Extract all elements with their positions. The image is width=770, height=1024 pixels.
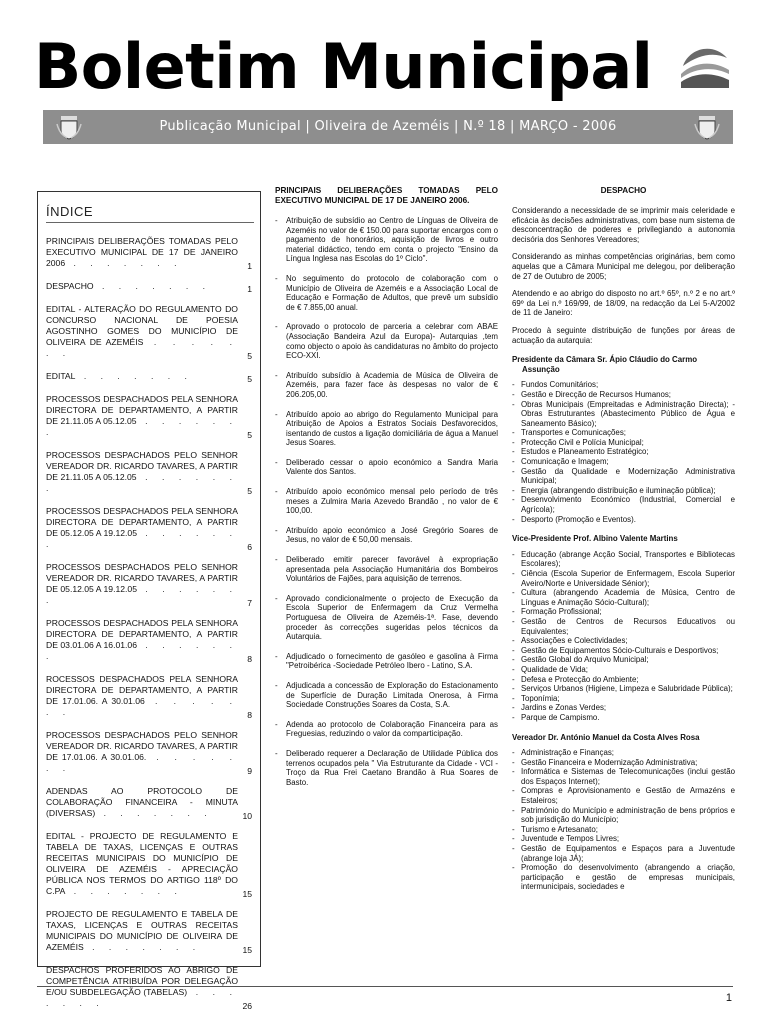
index-entry (46, 965, 252, 1009)
responsibility-item: - Juventude e Tempos Livres; (512, 834, 735, 844)
deliberation-item: - Deliberado cessar o apoio económico a Sandra Maria Valente dos Santos. (275, 458, 498, 477)
responsibility-item: - Gestão de Equipamentos e Espaços para a Juventude (abrange loja JÁ); (512, 844, 735, 863)
responsibility-item: - Gestão Global do Arquivo Municipal; (512, 655, 735, 665)
responsibility-item: - Desporto (Promoção e Eventos). (512, 515, 735, 525)
index-entry-leader: . . . . . . . (46, 416, 238, 437)
official-heading (512, 733, 735, 743)
index-entry-page: 15 (242, 945, 252, 955)
municipal-logo-icon (679, 44, 731, 90)
index-entry-text: EDITAL - PROJECTO DE REGULAMENTO E TABELA DE TAXAS, LICENÇAS E OUTRAS RECEITAS MUNICIPAIS DO MUNICÍPIO DE OLIVEIRA DE AZEMÉIS - APRECIAÇÃO PÚBLICA NOS TERMOS DO ARTIGO 118º DO C.PA (46, 831, 238, 896)
responsibility-item: - Protecção Civil e Polícia Municipal; (512, 438, 735, 448)
responsibility-item: - Gestão da Qualidade e Modernização Administrativa Municipal; (512, 467, 735, 486)
index-entry-text: PROCESSOS DESPACHADOS PELO SENHOR VEREADOR DR. RICARDO TAVARES, A PARTIR DE 21.11.05 A 05.12.05 (46, 450, 238, 482)
deliberation-item: - Adjudicada a concessão de Exploração do Estacionamento de Superfície de Duração Limitada Onerosa, à Firma Sociedade Construções Soares da Costa, S.A. (275, 681, 498, 710)
index-entry-page: 5 (247, 486, 252, 496)
index-entry-leader: . . . . . . . (46, 987, 239, 1008)
responsibility-list (512, 748, 735, 892)
responsibility-item: - Compras e Aprovisionamento e Gestão de Armazéns e Estaleiros; (512, 786, 735, 805)
responsibility-item: - Fundos Comunitários; (512, 380, 735, 390)
masthead-title: Boletim Municipal (34, 30, 653, 103)
index-entry (46, 786, 252, 819)
deliberation-item: - Atribuído apoio económico a José Gregório Soares de Jesus, no valor de € 50,00 mensais. (275, 526, 498, 545)
deliberation-item: - Aprovado condicionalmente o projecto de Execução da Escola Superior de Enfermagem da Cruz Vermelha Portuguesa de Oliveira de Azeméis-1ª. Fase, devendo proceder às correcções sugeridas pelos técnicos da Autarquia. (275, 594, 498, 642)
coat-of-arms-icon (693, 114, 721, 140)
despacho-paragraph: Atendendo e ao abrigo do disposto no art.º 65º, n.º 2 e no art.º 69º da Lei n.º 169/99, de 18/09, na redacção da Lei 5-A/2002 de 11 de Janeiro: (512, 289, 735, 318)
responsibility-item: - Cultura (abrangendo Academia de Música, Centro de Línguas e Animação Sócio-Cultural); (512, 588, 735, 607)
index-entry (46, 371, 252, 382)
despacho-title: DESPACHO (600, 186, 647, 195)
index-entry-leader: . . . . . . . (46, 752, 238, 773)
deliberation-item: - Atribuição de subsídio ao Centro de Línguas de Oliveira de Azeméis no valor de € 150.00 para suportar encargos com o pagamento de honorários, aquisição de livros e outro material didáctico, tendo em conta o projecto "Ensino da Língua Inglesa nas Escolas do 1º Ciclo". (275, 216, 498, 264)
index-entry-text: ADENDAS AO PROTOCOLO DE COLABORAÇÃO FINANCEIRA - MINUTA (DIVERSAS) (46, 786, 238, 818)
deliberations-column (275, 186, 498, 797)
responsibility-item: - Parque de Campismo. (512, 713, 735, 723)
index-entry-text: DESPACHO (46, 281, 94, 291)
official-name-cont: Assunção (522, 364, 560, 374)
index-entry-page: 9 (247, 766, 252, 776)
official-name: Vereador Dr. António Manuel da Costa Alves Rosa (512, 732, 700, 742)
index-entry (46, 909, 252, 953)
table-of-contents (37, 191, 261, 1011)
responsibility-item: - Toponímia; (512, 694, 735, 704)
index-entry (46, 618, 252, 662)
index-entry-page: 8 (247, 710, 252, 720)
despacho-paragraphs (512, 206, 735, 345)
index-entry-text: PROCESSOS DESPACHADOS PELA SENHORA DIRECTORA DE DEPARTAMENTO, A PARTIR DE 03.01.06 A 16.01.06 (46, 618, 238, 650)
deliberation-item: - Adjudicado o fornecimento de gasóleo e gasolina à Firma "Petroibérica -Sociedade Petróleo Ibero - Latino, S.A. (275, 652, 498, 671)
index-entry-page: 5 (247, 374, 252, 384)
deliberations-title: PRINCIPAIS DELIBERAÇÕES TOMADAS PELO EXECUTIVO MUNICIPAL DE 17 DE JANEIRO 2006. (275, 186, 498, 205)
despacho-paragraph: Procedo à seguinte distribuição de funções por áreas de actuação da autarquia: (512, 325, 735, 345)
index-entry-leader: . . . . . . . (46, 696, 238, 717)
index-entry (46, 304, 252, 359)
responsibility-item: - Gestão de Centros de Recursos Educativos ou Equivalentes; (512, 617, 735, 636)
responsibility-item: - Associações e Colectividades; (512, 636, 735, 646)
index-entry (46, 281, 252, 292)
index-entry-page: 26 (242, 1001, 252, 1011)
responsibility-item: - Desenvolvimento Económico (Industrial, Comercial e Agrícola); (512, 495, 735, 514)
responsibility-item: - Informática e Sistemas de Telecomunicações (inclui gestão dos Espaços Internet); (512, 767, 735, 786)
responsibility-item: - Estudos e Planeamento Estratégico; (512, 447, 735, 457)
index-entry-text: PRINCIPAIS DELIBERAÇÕES TOMADAS PELO EXECUTIVO MUNICIPAL DE 17 DE JANEIRO 2006 (46, 236, 238, 268)
index-entry-page: 8 (247, 654, 252, 664)
deliberation-item: - No seguimento do protocolo de colaboração com o Município de Oliveira de Azeméis e a Associação Local de Educação e Formação de Adultos, que prevê um subsídio de € 7.855,00 anual. (275, 274, 498, 312)
responsibility-list (512, 380, 735, 524)
index-entry (46, 562, 252, 606)
index-entry-leader: . . . . . . . (46, 337, 238, 358)
despacho-groups (512, 355, 735, 892)
index-entry-page: 10 (242, 811, 252, 821)
index-entry-leader: . . . . . . . (65, 886, 183, 896)
index-entry-leader: . . . . . . . (46, 584, 239, 605)
deliberations-list (275, 216, 498, 787)
index-entry (46, 236, 252, 269)
index-entry-leader: . . . . . . . (46, 528, 239, 549)
footer-divider (37, 986, 733, 987)
deliberation-item: - Deliberado emitir parecer favorável à expropriação apresentada pela Associação Humanitária dos Bombeiros Voluntários de Fajões, para aquisição de terrenos. (275, 555, 498, 584)
deliberation-item: - Adenda ao protocolo de Colaboração Financeira para as Freguesias, reduzindo o valor da comparticipação. (275, 720, 498, 739)
index-entry-leader: . . . . . . . (75, 371, 193, 381)
deliberation-item: - Atribuído subsídio à Academia de Música de Oliveira de Azeméis, para fazer face às despesas no valor de € 206.205,00. (275, 371, 498, 400)
deliberation-item: - Atribuído apoio económico mensal pelo período de três meses a Zulmira Maria Azevedo Brandão , no valor de € 100,00. (275, 487, 498, 516)
responsibility-item: - Comunicação e Imagem; (512, 457, 735, 467)
responsibility-item: - Gestão e Direcção de Recursos Humanos; (512, 390, 735, 400)
banner-text: Publicação Municipal | Oliveira de Azeméis | N.º 18 | MARÇO - 2006 (159, 119, 617, 134)
official-name: Vice-Presidente Prof. Albino Valente Martins (512, 534, 678, 544)
index-entry (46, 831, 252, 897)
responsibility-item: - Jardins e Zonas Verdes; (512, 703, 735, 713)
official-heading (512, 534, 735, 544)
index-entry-leader: . . . . . . . (95, 808, 213, 818)
index-entry-text: ROCESSOS DESPACHADOS PELA SENHORA DIRECTORA DE DEPARTAMENTO, A PARTIR DE 17.01.06. A 30.01.06 (46, 674, 238, 706)
index-entry-text: PROCESSOS DESPACHADOS PELA SENHORA DIRECTORA DE DEPARTAMENTO, A PARTIR DE 05.12.05 A 19.12.05 (46, 506, 238, 538)
despacho-column (512, 186, 735, 896)
deliberation-item: - Aprovado o protocolo de parceria a celebrar com ABAE (Associação Bandeira Azul da Europa)- Autarquias ,tem como objecto o apoio às candidaturas no âmbito do projecto ECO-XXI. (275, 322, 498, 360)
despacho-paragraph: Considerando a necessidade de se imprimir mais celeridade e eficácia às decisões administrativas, com base num sistema de desconcentração de poderes e privilegiando a autonomia decisória dos Senhores Vereadores; (512, 206, 735, 244)
responsibility-item: - Energia (abrangendo distribuição e iluminação pública); (512, 486, 735, 496)
index-entry-page: 1 (247, 284, 252, 294)
despacho-paragraph: Considerando as minhas competências originárias, bem como aquelas que a Câmara Municipal me delegou, por deliberação de 27 de Outubro de 2005; (512, 252, 735, 281)
index-entry-page: 7 (247, 598, 252, 608)
index-list (46, 236, 252, 1021)
index-entry-text: PROJECTO DE REGULAMENTO E TABELA DE TAXAS, LICENÇAS E OUTRAS RECEITAS MUNICIPAIS DO MUNICÍPIO DE OLIVEIRA DE AZEMÉIS (46, 909, 238, 952)
index-entry (46, 450, 252, 494)
deliberation-item: - Atribuído apoio ao abrigo do Regulamento Municipal para Atribuição de Apoios a Estratos Sociais Desfavorecidos, isentando de custos a ligação domiciliária de água a Manuel Jesus Soares. (275, 410, 498, 448)
index-entry-page: 6 (247, 542, 252, 552)
index-entry (46, 674, 252, 718)
index-entry-text: PROCESSOS DESPACHADOS PELA SENHORA DIRECTORA DE DEPARTAMENTO, A PARTIR DE 21.11.05 A 05.12.05 (46, 394, 238, 426)
responsibility-item: - Formação Profissional; (512, 607, 735, 617)
responsibility-item: - Administração e Finanças; (512, 748, 735, 758)
responsibility-item: - Serviços Urbanos (Higiene, Limpeza e Salubridade Pública); (512, 684, 735, 694)
responsibility-item: - Património do Município e administração de bens próprios e sob jurisdição do Município; (512, 806, 735, 825)
index-entry-leader: . . . . . . . (83, 942, 202, 952)
responsibility-item: - Educação (abrange Acção Social, Transportes e Bibliotecas Escolares); (512, 550, 735, 569)
responsibility-item: - Turismo e Artesanato; (512, 825, 735, 835)
responsibility-item: - Promoção do desenvolvimento (abrangendo a criação, participação e gestão de empresas municipais, intermunicipais, sociedades e (512, 863, 735, 892)
index-entry-leader: . . . . . . . (65, 258, 183, 268)
index-entry-text: PROCESSOS DESPACHADOS PELO SENHOR VEREADOR DR. RICARDO TAVARES, A PARTIR DE 17.01.06. A 30.01.06. (46, 730, 238, 762)
index-entry-page: 15 (242, 889, 252, 899)
index-title: ÍNDICE (46, 204, 94, 219)
responsibility-item: - Obras Municipais (Empreitadas e Administração Directa); - Obras Estruturantes (Abastecimento Público de Água e Saneamento Básico); (512, 400, 735, 429)
official-heading (512, 355, 735, 374)
index-entry-page: 1 (247, 261, 252, 271)
responsibility-item: - Transportes e Comunicações; (512, 428, 735, 438)
responsibility-item: - Qualidade de Vida; (512, 665, 735, 675)
index-entry (46, 730, 252, 774)
index-entry (46, 506, 252, 550)
index-entry-page: 5 (247, 430, 252, 440)
index-entry-page: 5 (247, 351, 252, 361)
index-entry-text: PROCESSOS DESPACHADOS PELO SENHOR VEREADOR DR. RICARDO TAVARES, A PARTIR DE 05.12.05 A 19.12.05 (46, 562, 238, 594)
responsibility-item: - Defesa e Protecção do Ambiente; (512, 675, 735, 685)
index-entry-text: EDITAL - ALTERAÇÃO DO REGULAMENTO DO CONCURSO NACIONAL DE POESIA AGOSTINHO GOMES DO MUNICÍPIO DE OLIVEIRA DE AZEMÉIS (46, 304, 238, 347)
index-entry-leader: . . . . . . . (93, 281, 212, 291)
index-entry-leader: . . . . . . . (46, 640, 239, 661)
official-name: Presidente da Câmara Sr. Ápio Cláudio do Carmo (512, 355, 698, 365)
header-banner (43, 110, 733, 144)
index-entry (46, 394, 252, 438)
responsibility-item: - Ciência (Escola Superior de Enfermagem, Escola Superior Aveiro/Norte e Universidade Sénior); (512, 569, 735, 588)
page-number: 1 (725, 992, 732, 1004)
index-entry-leader: . . . . . . . (46, 472, 238, 493)
responsibility-item: - Gestão Financeira e Modernização Administrativa; (512, 758, 735, 768)
index-entry-text: EDITAL (46, 371, 76, 381)
responsibility-item: - Gestão de Equipamentos Sócio-Culturais e Desportivos; (512, 646, 735, 656)
index-divider (46, 222, 254, 223)
deliberation-item: - Deliberado requerer a Declaração de Utilidade Pública dos terrenos ocupados pela " Via Estruturante da Cidade - VCI - Troço da Rua Frei Caetano Brandão à Rua Soares de Basto. (275, 749, 498, 787)
responsibility-list (512, 550, 735, 723)
index-entry-text: DESPACHOS PROFERIDOS AO ABRIGO DE COMPETÊNCIA ATRIBUÍDA POR DELEGAÇÃO E/OU SUBDELEGAÇÃO (TABELAS) (46, 965, 238, 997)
